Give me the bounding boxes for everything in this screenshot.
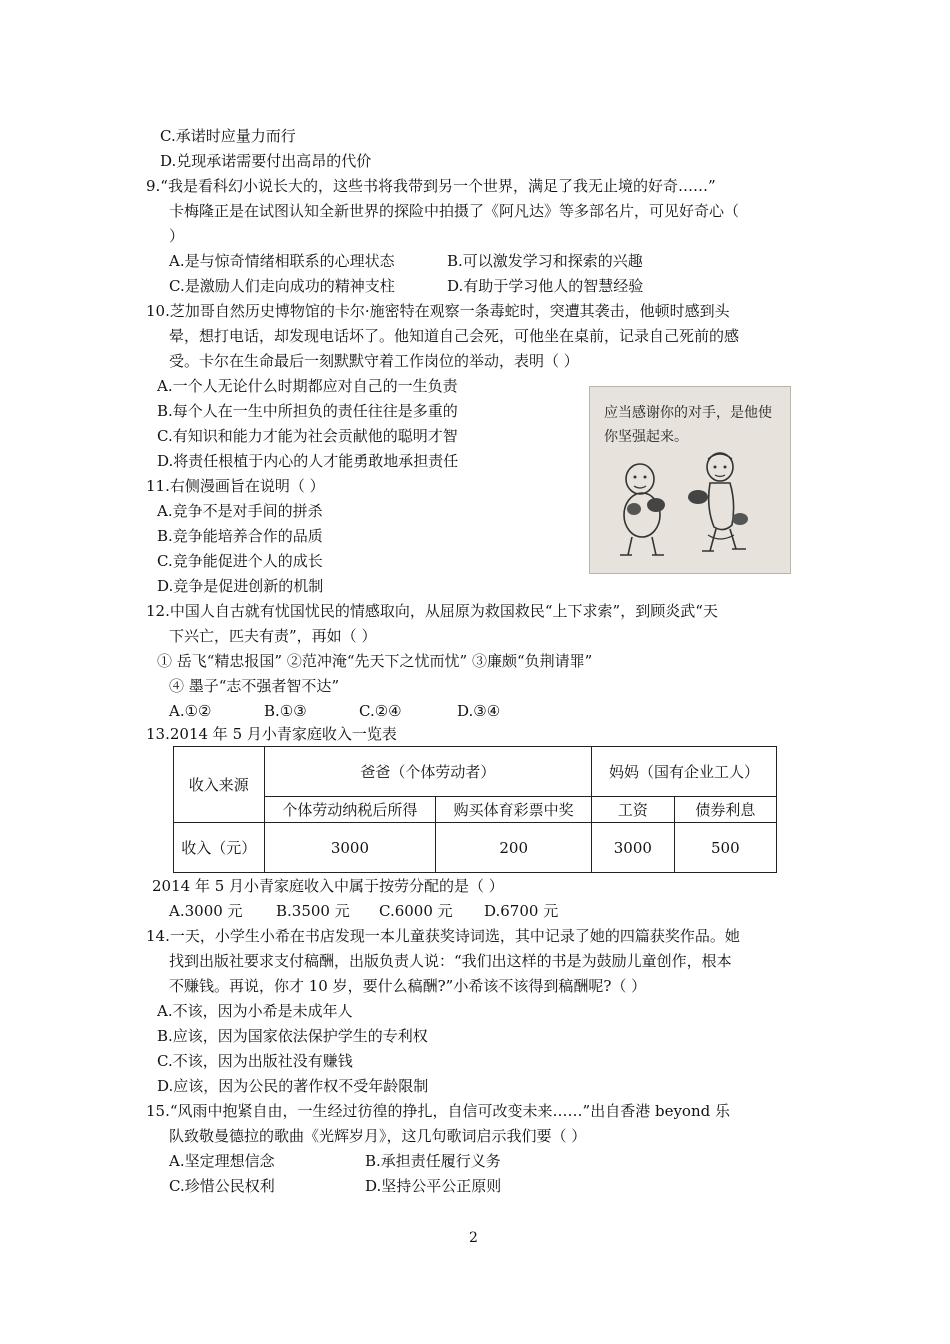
q10-option-d: D.将责任根植于内心的人才能勇敢地承担责任 [157, 452, 459, 470]
q13-option-c: C.6000 元 [379, 902, 453, 920]
q12-option-c: C.②④ [359, 702, 402, 720]
value-bond-interest: 500 [674, 823, 776, 873]
q10-option-a: A.一个人无论什么时期都应对自己的一生负责 [157, 377, 458, 395]
q9-stem-line-2: 卡梅隆正是在试图认知全新世界的探险中拍摄了《阿凡达》等多部名片，可见好奇心（ [169, 202, 740, 220]
q14-stem-line-1: 14.一天，小学生小希在书店发现一本儿童获奖诗词选，其中记录了她的四篇获奖作品。她 [146, 927, 740, 945]
q11-option-b: B.竞争能培养合作的品质 [157, 527, 323, 545]
q13-question: 2014 年 5 月小青家庭收入中属于按劳分配的是（ ） [152, 877, 504, 895]
q12-option-b: B.①③ [264, 702, 307, 720]
q10-stem-line-3: 受。卡尔在生命最后一刻默默守着工作岗位的举动，表明（ ） [169, 352, 579, 370]
q10-option-c: C.有知识和能力才能为社会贡献他的聪明才智 [157, 427, 458, 445]
q11-stem: 11.右侧漫画旨在说明（ ） [146, 477, 325, 495]
q12-stem-line-1: 12.中国人自古就有忧国忧民的情感取向，从屈原为救国救民“上下求索”，到顾炎武“天 [146, 602, 718, 620]
q14-stem-line-2: 找到出版社要求支付稿酬，出版负责人说：“我们出这样的书是为鼓励儿童创作，根本 [169, 952, 732, 970]
q9-option-d: D.有助于学习他人的智慧经验 [447, 277, 644, 295]
q15-option-d: D.坚持公平公正原则 [365, 1177, 502, 1195]
page-number: 2 [469, 1230, 478, 1246]
q9-option-c: C.是激励人们走向成功的精神支柱 [169, 277, 395, 295]
q12-items-line-1: ① 岳飞“精忠报国” ②范冲淹“先天下之忧而忧” ③廉颇“负荆请罪” [157, 652, 593, 670]
q14-option-a: A.不该，因为小希是未成年人 [157, 1002, 353, 1020]
sub-header-self-employed: 个体劳动纳税后所得 [264, 797, 436, 823]
q10-stem-line-2: 晕，想打电话，却发现电话坏了。他知道自己会死，可他坐在桌前，记录自己死前的感 [169, 327, 740, 345]
q14-option-d: D.应该，因为公民的著作权不受年龄限制 [157, 1077, 429, 1095]
q9-stem-line-3: ） [169, 227, 185, 245]
q15-option-b: B.承担责任履行义务 [365, 1152, 501, 1170]
q12-option-a: A.①② [169, 702, 212, 720]
cartoon-drawing [590, 387, 790, 573]
q11-option-c: C.竞争能促进个人的成长 [157, 552, 323, 570]
q12-stem-line-2: 下兴亡，匹夫有责”，再如（ ） [169, 627, 377, 645]
q8-option-d: D.兑现承诺需要付出高昂的代价 [160, 152, 372, 170]
q8-option-c: C.承诺时应量力而行 [160, 127, 296, 145]
q13-option-d: D.6700 元 [484, 902, 559, 920]
sub-header-salary: 工资 [592, 797, 675, 823]
q15-stem-line-1: 15.“风雨中抱紧自由，一生经过彷徨的挣扎，自信可改变未来……”出自香港 beyond 乐 [146, 1102, 730, 1120]
q15-option-a: A.坚定理想信念 [169, 1152, 275, 1170]
cartoon-caption: 应当感谢你的对手，是他使你坚强起来。 [604, 405, 772, 445]
dad-header: 爸爸（个体劳动者） [264, 747, 592, 797]
income-table [173, 746, 777, 873]
q14-option-b: B.应该，因为国家依法保护学生的专利权 [157, 1027, 428, 1045]
sub-header-bond-interest: 债券利息 [674, 797, 776, 823]
q13-option-a: A.3000 元 [169, 902, 243, 920]
q10-stem-line-1: 10.芝加哥自然历史博物馆的卡尔·施密特在观察一条毒蛇时，突遭其袭击，他顿时感到头 [146, 302, 730, 320]
q14-stem-line-3: 不赚钱。再说，你才 10 岁，要什么稿酬?”小希该不该得到稿酬呢?（ ） [169, 977, 647, 995]
q15-option-c: C.珍惜公民权利 [169, 1177, 275, 1195]
sub-header-lottery: 购买体育彩票中奖 [436, 797, 592, 823]
cartoon-image [589, 386, 791, 574]
q15-stem-line-2: 队致敬曼德拉的歌曲《光辉岁月》，这几句歌词启示我们要（ ） [169, 1127, 587, 1145]
mom-header: 妈妈（国有企业工人） [592, 747, 777, 797]
q13-option-b: B.3500 元 [276, 902, 350, 920]
q12-option-d: D.③④ [457, 702, 501, 720]
value-lottery: 200 [436, 823, 592, 873]
q11-option-d: D.竞争是促进创新的机制 [157, 577, 324, 595]
q12-items-line-2: ④ 墨子“志不强者智不达” [169, 677, 340, 695]
q11-option-a: A.竞争不是对手间的拼杀 [157, 502, 323, 520]
q9-option-a: A.是与惊奇情绪相联系的心理状态 [169, 252, 395, 270]
value-salary: 3000 [592, 823, 675, 873]
q10-option-b: B.每个人在一生中所担负的责任往往是多重的 [157, 402, 458, 420]
q13-title: 13.2014 年 5 月小青家庭收入一览表 [146, 725, 397, 743]
income-source-header: 收入来源 [174, 747, 265, 823]
value-self-employed: 3000 [264, 823, 436, 873]
income-amount-label: 收入（元） [174, 823, 265, 873]
q14-option-c: C.不该，因为出版社没有赚钱 [157, 1052, 353, 1070]
q9-stem-line-1: 9.“我是看科幻小说长大的，这些书将我带到另一个世界，满足了我无止境的好奇……” [146, 177, 716, 195]
q9-option-b: B.可以激发学习和探索的兴趣 [447, 252, 643, 270]
